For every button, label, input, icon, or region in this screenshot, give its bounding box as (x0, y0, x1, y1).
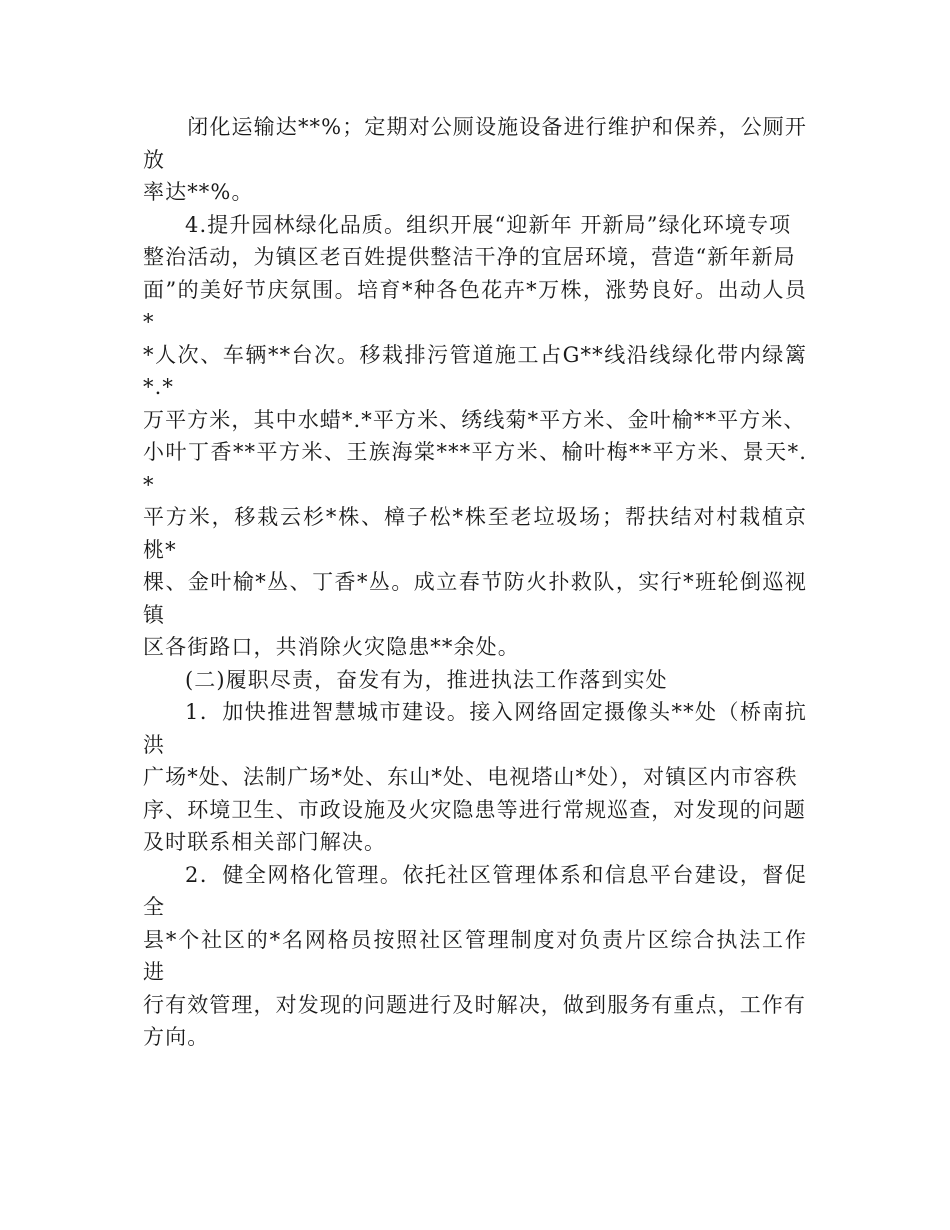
text-line: 万平方米，其中水蜡*.*平方米、绣线菊*平方米、金叶榆**平方米、 (143, 407, 806, 432)
text-line: 闭化运输达**%；定期对公厕设施设备进行维护和保养，公厕开放 (143, 115, 807, 172)
text-line: (二)履职尽责，奋发有为，推进执法工作落到实处 (185, 667, 668, 692)
text-line: *人次、车辆**台次。移栽排污管道施工占G**线沿线绿化带内绿篱*.* (143, 342, 807, 399)
text-line: 4.提升园林绿化品质。组织开展“迎新年 开新局”绿化环境专项 (185, 212, 792, 237)
paragraph-grid-management (143, 859, 807, 1054)
text-line: 面”的美好节庆氛围。培育*种各色花卉*万株，涨势良好。出动人员* (143, 277, 807, 334)
text-line: 县*个社区的*名网格员按照社区管理制度对负责片区综合执法工作进 (143, 927, 807, 984)
text-line: 区各街路口，共消除火灾隐患**余处。 (143, 635, 520, 659)
paragraph-sanitation-continued (143, 111, 807, 209)
text-line: 序、环境卫生、市政设施及火灾隐患等进行常规巡查，对发现的问题 (143, 797, 806, 822)
text-line: 棵、金叶榆*丛、丁香*丛。成立春节防火扑救队，实行*班轮倒巡视镇 (143, 570, 807, 627)
document-body (143, 111, 807, 1054)
text-line: 1．加快推进智慧城市建设。接入网络固定摄像头**处（桥南抗洪 (143, 700, 807, 757)
text-line: 小叶丁香**平方米、王族海棠***平方米、榆叶梅**平方米、景天*.* (143, 440, 807, 497)
text-line: 整治活动，为镇区老百姓提供整洁干净的宜居环境，营造“新年新局 (143, 245, 796, 269)
text-line: 率达**%。 (143, 180, 254, 204)
text-line: 广场*处、法制广场*处、东山*处、电视塔山*处），对镇区内市容秩 (143, 765, 798, 789)
section-heading-law-enforcement (143, 664, 807, 697)
text-line: 行有效管理，对发现的问题进行及时解决，做到服务有重点，工作有 (143, 992, 806, 1017)
text-line: 方向。 (143, 1025, 210, 1049)
text-line: 平方米，移栽云杉*株、樟子松*株至老垃圾场；帮扶结对村栽植京桃* (143, 505, 807, 562)
text-line: 及时联系相关部门解决。 (143, 830, 387, 854)
text-line: 2．健全网格化管理。依托社区管理体系和信息平台建设，督促全 (143, 862, 807, 919)
paragraph-smart-city (143, 696, 807, 859)
paragraph-landscaping (143, 209, 807, 664)
